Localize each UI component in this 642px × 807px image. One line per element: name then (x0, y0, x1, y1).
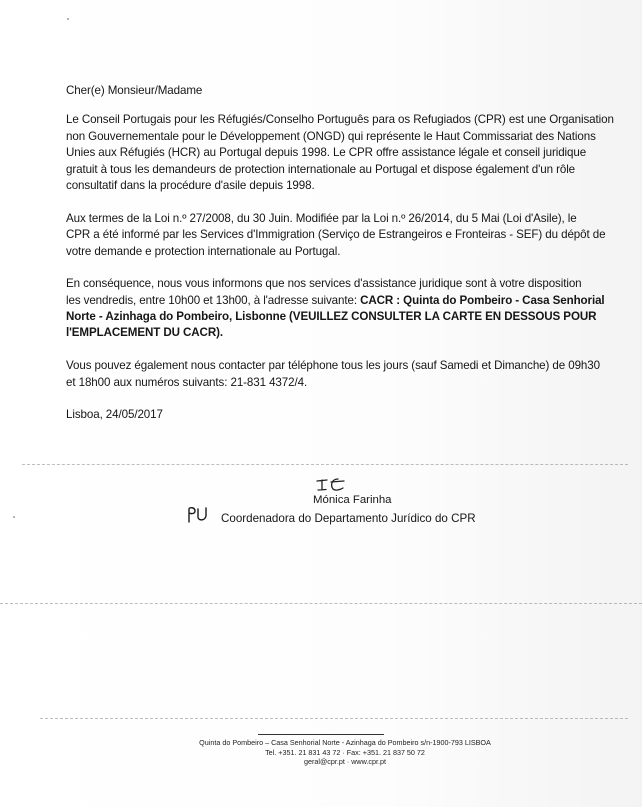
address-bold: l'EMPLACEMENT DU CACR). (66, 326, 223, 340)
place-date: Lisboa, 24/05/2017 (66, 408, 163, 422)
fold-line (40, 718, 628, 720)
signatory-role: Coordenadora do Departamento Jurídico do CPR (221, 512, 476, 525)
paragraph-contact: Vous pouvez également nous contacter par téléphone tous les jours (sauf Samedi et Dimanche) de 09h30 et 18h00 aux numéros suivants: 21-831 4372/4. (66, 359, 600, 389)
footer-contact: geral@cpr.pt · www.cpr.pt (304, 757, 386, 767)
signatory-name: Mónica Farinha (313, 494, 392, 506)
paragraph-law: Aux termes de la Loi n.º 27/2008, du 30 Juin. Modifiée par la Loi n.º 26/2014, du 5 Mai (Loi d'Asile), le CPR a été informé par les Services d'Immigration (Serviço de Estrangeiros e Fronteiras - SEF) du dépôt de votre demande e protection internationale au Portugal. (66, 211, 606, 258)
fold-line (0, 603, 642, 605)
footer-rule (258, 734, 384, 735)
greeting: Cher(e) Monsieur/Madame (66, 84, 203, 97)
letter-body (66, 83, 642, 424)
footer-address: Quinta do Pombeiro – Casa Senhorial Norte - Azinhaga do Pombeiro s/n-1900-793 LISBOA (199, 738, 491, 747)
scan-speck (13, 516, 15, 518)
fold-line (22, 464, 628, 466)
signature-mark (314, 476, 350, 492)
paragraph-intro: Le Conseil Portugais pour les Réfugiés/Conselho Português para os Refugiados (CPR) est une Organisation non Gouvernementale pour le Développement (ONGD) qui représente le Haut Commissariat des Nations Unies aux Réfugiés (HCR) au Portugal depuis 1998. Le CPR offre assistance légale et conseil juridique gratuit à tous les demandeurs de protection internationale au Portugal et dispose également d'un rôle consultatif dans la procédure d'asile depuis 1998. (66, 113, 614, 193)
footer (150, 738, 540, 767)
address-bold: Norte - Azinhaga do Pombeiro, Lisbonne (VEUILLEZ CONSULTER LA CARTE EN DESSOUS POUR (66, 310, 597, 324)
scan-speck (67, 18, 69, 20)
handwritten-initials (186, 505, 210, 525)
paragraph-services: En conséquence, nous vous informons que nos services d'assistance juridique sont à votre disposition les vendredis, entre 10h00 et 13h00, à l'adresse suivante: CACR : Quinta do Pombeiro - Casa Senhorial Norte - Azinhaga do Pombeiro, Lisbonne (VEUILLEZ CONSULTER LA CARTE EN DESSOUS POUR l'EMPLACEMENT DU CACR). (66, 277, 605, 340)
address-bold: CACR : Quinta do Pombeiro - Casa Senhorial (360, 293, 605, 307)
footer-phone: Tel. +351. 21 831 43 72 · Fax: +351. 21 837 50 72 (265, 747, 425, 757)
